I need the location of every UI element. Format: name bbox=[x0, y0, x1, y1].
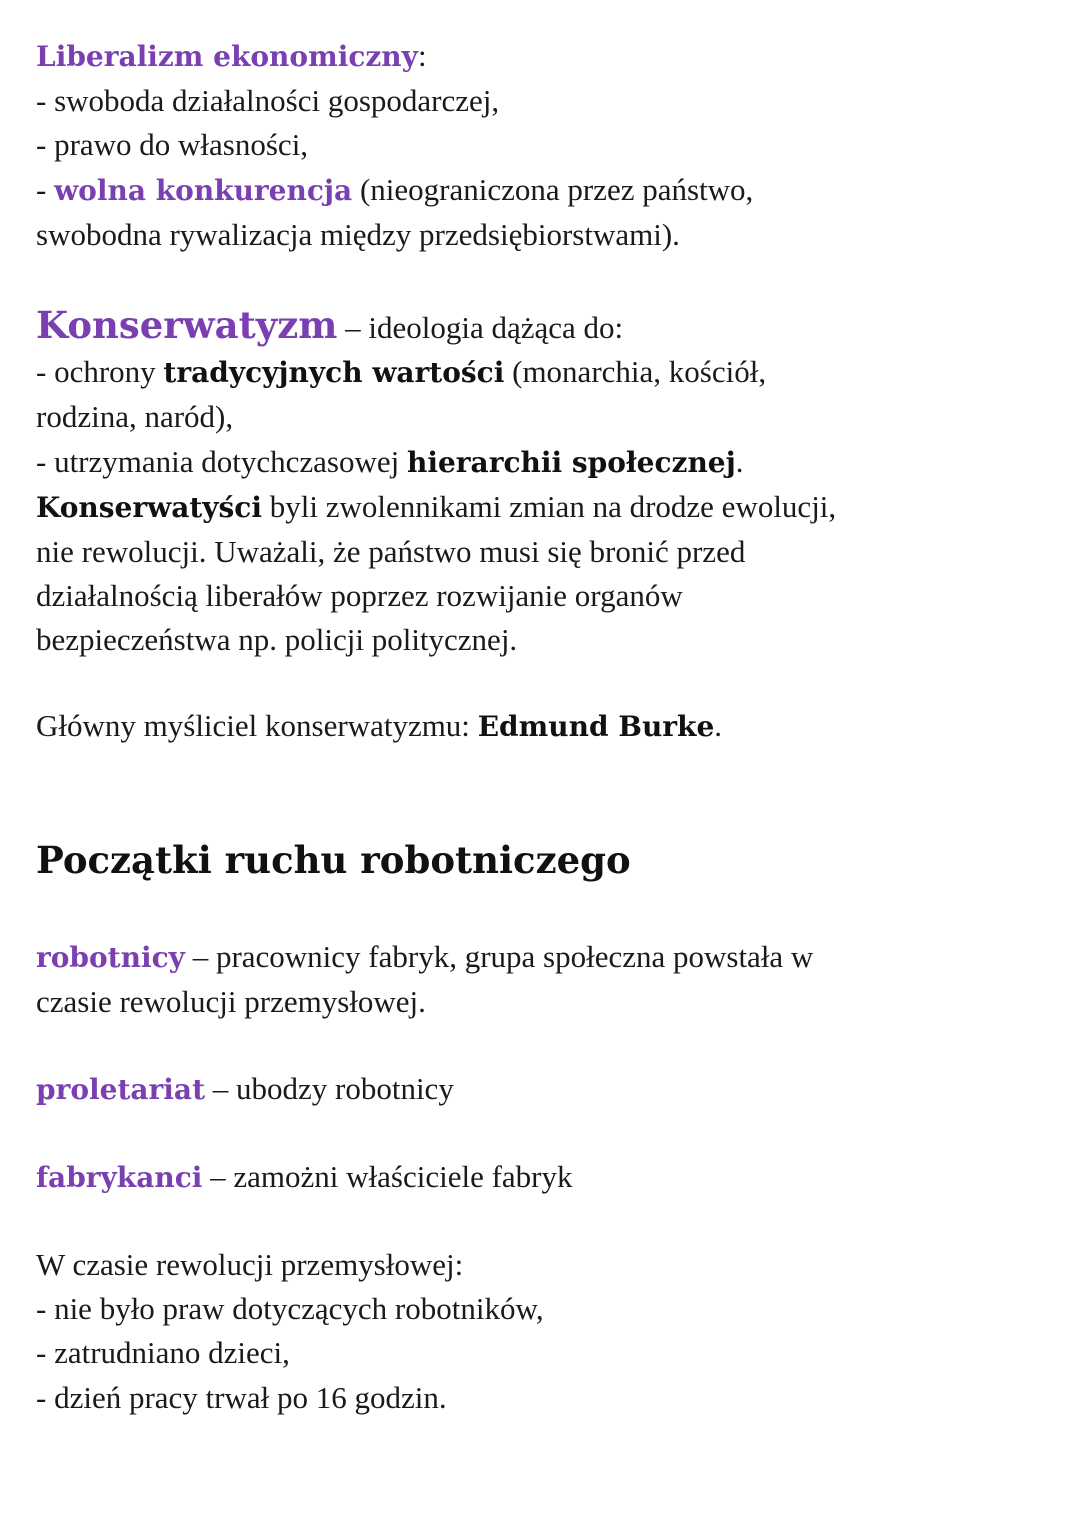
konserwatyzm-definition: – ideologia dążąca do: bbox=[337, 310, 624, 345]
colon: : bbox=[417, 38, 427, 73]
dash: - bbox=[36, 171, 55, 207]
list-item-text: (nieograniczona przez państwo, bbox=[352, 171, 754, 207]
proletariat-definition bbox=[36, 1067, 1046, 1112]
definition-line bbox=[36, 1155, 1046, 1200]
period: . bbox=[735, 443, 744, 479]
thinker-line bbox=[36, 704, 1046, 749]
definition-continuation: czasie rewolucji przemysłowej. bbox=[36, 984, 426, 1020]
list-item: - zatrudniano dzieci, bbox=[36, 1335, 290, 1371]
liberalizm-title: Liberalizm ekonomiczny bbox=[36, 40, 418, 73]
list-item bbox=[36, 168, 1046, 213]
wolna-konkurencja-term: wolna konkurencja bbox=[54, 173, 353, 207]
definition-text: – ubodzy robotnicy bbox=[205, 1071, 454, 1106]
bold-term: hierarchii społecznej bbox=[407, 445, 736, 479]
list-item: - swoboda działalności gospodarczej, bbox=[36, 83, 500, 119]
fabrykanci-definition bbox=[36, 1155, 1046, 1200]
robotnicy-definition bbox=[36, 935, 1046, 1024]
thinker-name: Edmund Burke bbox=[477, 710, 715, 743]
list-item: - nie było praw dotyczących robotników, bbox=[36, 1291, 544, 1327]
list-item: - prawo do własności, bbox=[36, 127, 309, 163]
thinker-label: Główny myśliciel konserwatyzmu: bbox=[36, 708, 478, 743]
list-intro: W czasie rewolucji przemysłowej: bbox=[36, 1247, 464, 1282]
konserwatyzm-title: Konserwatyzm bbox=[36, 303, 338, 347]
thinker-text bbox=[36, 704, 1046, 749]
section-heading: Początki ruchu robotniczego bbox=[36, 838, 631, 882]
definition-text: – zamożni właściciele fabryk bbox=[202, 1159, 573, 1194]
paragraph-line: działalnością liberałów poprzez rozwijanie organów bbox=[36, 578, 683, 614]
list-item-text: (monarchia, kościół, bbox=[504, 354, 767, 390]
fabrykanci-term: fabrykanci bbox=[36, 1161, 203, 1194]
definition-line bbox=[36, 1067, 1046, 1112]
paragraph-line: nie rewolucji. Uważali, że państwo musi się bronić przed bbox=[36, 534, 746, 570]
rewolucja-list bbox=[36, 1243, 1046, 1420]
paragraph-line bbox=[36, 485, 1046, 530]
liberalizm-title-line bbox=[36, 34, 1046, 79]
proletariat-term: proletariat bbox=[36, 1073, 205, 1106]
definition-text: – pracownicy fabryk, grupa społeczna powstała w bbox=[184, 939, 814, 974]
list-item-continuation: swobodna rywalizacja między przedsiębiorstwami). bbox=[36, 216, 680, 252]
list-item-text: - ochrony bbox=[36, 354, 164, 390]
list-item bbox=[36, 440, 1046, 485]
list-item-continuation: rodzina, naród), bbox=[36, 399, 234, 435]
bold-term: tradycyjnych wartości bbox=[163, 356, 505, 390]
definition-line bbox=[36, 935, 1046, 980]
paragraph-text: byli zwolennikami zmian na drodze ewolucji, bbox=[261, 488, 837, 524]
paragraph-line: bezpieczeństwa np. policji politycznej. bbox=[36, 622, 518, 658]
konserwatyzm-section bbox=[36, 303, 1046, 663]
list-item: - dzień pracy trwał po 16 godzin. bbox=[36, 1379, 447, 1415]
bold-term: Konserwatyści bbox=[36, 490, 262, 524]
robotnicy-term: robotnicy bbox=[36, 941, 185, 974]
konserwatyzm-title-line bbox=[36, 303, 1046, 350]
list-item bbox=[36, 350, 1046, 395]
list-item-text: - utrzymania dotychczasowej bbox=[36, 443, 407, 479]
liberalizm-section bbox=[36, 34, 1046, 257]
period: . bbox=[714, 708, 723, 743]
